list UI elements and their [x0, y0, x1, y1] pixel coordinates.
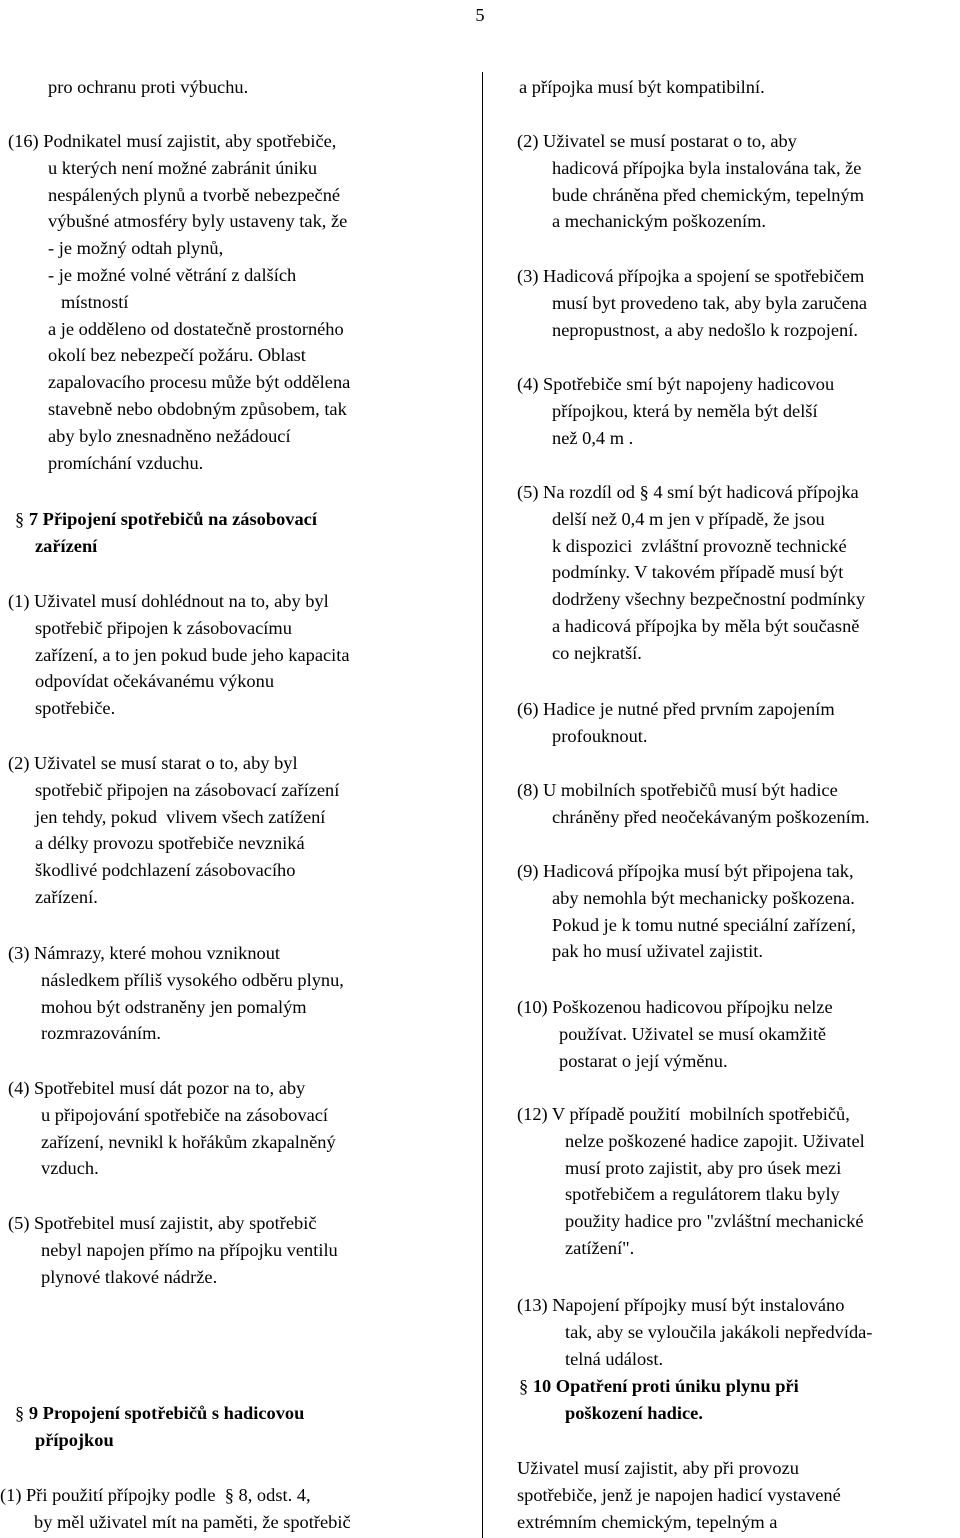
r-final-paragraph — [517, 1455, 841, 1535]
r12-line-4: spotřebičem a regulátorem tlaku byly — [565, 1184, 840, 1205]
p16-line-5: - je možný odtah plynů, — [48, 238, 224, 259]
r4-line-3: než 0,4 m . — [552, 427, 634, 448]
s7p4-line-1: (4) Spotřebitel musí dát pozor na to, aby — [8, 1078, 306, 1098]
r-paragraph-12 — [517, 1101, 865, 1262]
s7p2-line-5: škodlivé podchlazení zásobovacího — [35, 860, 296, 881]
p16-line-11: stavebně nebo obdobným způsobem, tak — [48, 398, 347, 419]
r12-line-3: musí proto zajistit, aby pro úsek mezi — [565, 1157, 842, 1178]
s7p2-line-4: a délky provozu spotřebiče nevzniká — [35, 833, 305, 854]
s7p2-line-3: jen tehdy, pokud vlivem všech zatížení — [35, 806, 326, 827]
r2-line-4: a mechanickým poškozením. — [552, 211, 766, 232]
s7p3-line-1: (3) Námrazy, které mohou vzniknout — [8, 943, 281, 963]
r-paragraph-4 — [517, 371, 834, 451]
r12-line-6: zatížení". — [565, 1237, 635, 1258]
s7p2-line-6: zařízení. — [35, 886, 98, 907]
r-paragraph-13 — [517, 1292, 872, 1372]
s7p1-line-1: (1) Uživatel musí dohlédnout na to, aby byl — [8, 591, 329, 611]
p16-line-3: nespálených plynů a tvorbě nebezpečné — [48, 184, 341, 205]
r-paragraph-2 — [517, 128, 864, 235]
p16-line-2: u kterých není možné zabránit úniku — [48, 157, 318, 178]
section-9-title-line-2: přípojkou — [35, 1429, 114, 1450]
p16-line-7: místností — [61, 291, 129, 312]
r-paragraph-5 — [517, 479, 865, 667]
r-end-line-2: spotřebiče, jenž je napojen hadicí vystavené — [517, 1484, 841, 1505]
section-symbol: § — [15, 1403, 25, 1423]
r2-line-1: (2) Uživatel se musí postarat o to, aby — [517, 131, 797, 151]
r8-line-1: (8) U mobilních spotřebičů musí být hadice — [517, 780, 838, 800]
r5-line-2: delší než 0,4 m jen v případě, že jsou — [552, 508, 825, 529]
r-paragraph-10 — [517, 994, 833, 1074]
section-symbol: § — [519, 1376, 529, 1396]
r8-line-2: chráněny před neočekávaným poškozením. — [552, 806, 870, 827]
p16-line-12: aby bylo znesnadněno nežádoucí — [48, 425, 291, 446]
intro-line: pro ochranu proti výbuchu. — [48, 77, 249, 97]
p16-line-13: promíchání vzduchu. — [48, 452, 204, 473]
s7p5-line-1: (5) Spotřebitel musí zajistit, aby spotřebič — [8, 1213, 317, 1233]
s7p3-line-3: mohou být odstraněny jen pomalým — [41, 996, 307, 1017]
s9p1-line-2: by měl uživatel mít na paměti, že spotřebič — [34, 1511, 351, 1532]
r-paragraph-9 — [517, 858, 856, 965]
r10-line-1: (10) Poškozenou hadicovou přípojku nelze — [517, 997, 833, 1017]
section-symbol: § — [15, 509, 25, 529]
s7p4-line-4: vzduch. — [41, 1158, 99, 1179]
r12-line-1: (12) V případě použití mobilních spotřebičů, — [517, 1104, 850, 1124]
p16-line-6: - je možné volné větrání z dalších — [48, 264, 297, 285]
s7p3-line-4: rozmrazováním. — [41, 1023, 161, 1044]
s7p3-line-2: následkem příliš vysokého odběru plynu, — [41, 969, 344, 990]
r3-line-3: nepropustnost, a aby nedošlo k rozpojení. — [552, 319, 858, 340]
r2-line-2: hadicová přípojka byla instalována tak, že — [552, 157, 862, 178]
r6-line-1: (6) Hadice je nutné před prvním zapojením — [517, 699, 835, 719]
r5-line-4: podmínky. V takovém případě musí být — [552, 562, 844, 583]
r9-line-4: pak ho musí uživatel zajistit. — [552, 941, 763, 962]
r3-line-1: (3) Hadicová přípojka a spojení se spotřebičem — [517, 266, 865, 286]
r4-line-2: přípojkou, která by neměla být delší — [552, 400, 818, 421]
section-7-title-line-2: zařízení — [35, 535, 98, 556]
r5-line-3: k dispozici zvláštní provozně technické — [552, 535, 847, 556]
r9-line-3: Pokud je k tomu nutné speciální zařízení, — [552, 914, 856, 935]
s7p2-line-1: (2) Uživatel se musí starat o to, aby byl — [8, 753, 298, 773]
s7p2-line-2: spotřebič připojen na zásobovací zařízení — [35, 779, 340, 800]
s7p1-line-5: spotřebiče. — [35, 698, 116, 719]
r5-line-6: a hadicová přípojka by měla být současně — [552, 615, 860, 636]
section-10-heading — [519, 1373, 799, 1427]
r5-line-1: (5) Na rozdíl od § 4 smí být hadicová přípojka — [517, 482, 859, 502]
p16-line-8: a je odděleno od dostatečně prostorného — [48, 318, 344, 339]
r-end-line-1: Uživatel musí zajistit, aby při provozu — [517, 1458, 799, 1478]
r13-line-1: (13) Napojení přípojky musí být instalováno — [517, 1295, 845, 1315]
s7p4-line-3: zařízení, nevnikl k hořákům zkapalněný — [41, 1131, 336, 1152]
s7p1-line-2: spotřebič připojen k zásobovacímu — [35, 617, 292, 638]
section-7-title-line-1: 7 Připojení spotřebičů na zásobovací — [28, 509, 317, 529]
p16-line-10: zapalovacího procesu může být oddělena — [48, 372, 351, 393]
r2-line-3: bude chráněna před chemickým, tepelným — [552, 184, 865, 205]
continuation-paragraph — [519, 74, 765, 101]
r3-line-2: musí byt provedeno tak, aby byla zaručena — [552, 292, 868, 313]
r12-line-2: nelze poškozené hadice zapojit. Uživatel — [565, 1130, 865, 1151]
s7p4-line-2: u připojování spotřebiče na zásobovací — [41, 1104, 329, 1125]
s7p5-line-2: nebyl napojen přímo na přípojku ventilu — [41, 1239, 338, 1260]
r-paragraph-6 — [517, 696, 835, 750]
section-10-title-line-1: 10 Opatření proti úniku plynu při — [532, 1376, 799, 1396]
r-paragraph-8 — [517, 777, 870, 831]
r13-line-3: telná událost. — [565, 1348, 664, 1369]
r6-line-2: profouknout. — [552, 725, 648, 746]
s7p5-line-3: plynové tlakové nádrže. — [41, 1266, 218, 1287]
r9-line-2: aby nemohla být mechanicky poškozena. — [552, 887, 855, 908]
section-9-title-line-1: 9 Propojení spotřebičů s hadicovou — [28, 1403, 305, 1423]
s7p1-line-4: odpovídat očekávanému výkonu — [35, 671, 275, 692]
r-paragraph-3 — [517, 263, 867, 343]
s7p1-line-3: zařízení, a to jen pokud bude jeho kapacita — [35, 644, 350, 665]
p16-line-1: (16) Podnikatel musí zajistit, aby spotřebiče, — [8, 131, 337, 151]
r10-line-2: používat. Uživatel se musí okamžitě — [559, 1023, 827, 1044]
r-end-line-3: extrémním chemickým, tepelným a — [517, 1511, 778, 1532]
page-number: 5 — [475, 5, 485, 25]
r5-line-7: co nejkratší. — [552, 642, 642, 663]
r9-line-1: (9) Hadicová přípojka musí být připojena tak, — [517, 861, 854, 881]
p16-line-9: okolí bez nebezpečí požáru. Oblast — [48, 345, 306, 366]
r4-line-1: (4) Spotřebiče smí být napojeny hadicovou — [517, 374, 835, 394]
r13-line-2: tak, aby se vyloučila jakákoli nepředvída- — [565, 1321, 873, 1342]
r10-line-3: postarat o její výměnu. — [559, 1050, 728, 1071]
cont-line: a přípojka musí být kompatibilní. — [519, 77, 765, 97]
s9p1-line-1: (1) Při použití přípojky podle § 8, odst. 4, — [0, 1485, 311, 1505]
section-10-title-line-2: poškození hadice. — [565, 1402, 703, 1423]
p16-line-4: výbušné atmosféry byly ustaveny tak, že — [48, 211, 348, 232]
r5-line-5: dodrženy všechny bezpečnostní podmínky — [552, 589, 866, 610]
r12-line-5: použity hadice pro "zvláštní mechanické — [565, 1211, 864, 1232]
